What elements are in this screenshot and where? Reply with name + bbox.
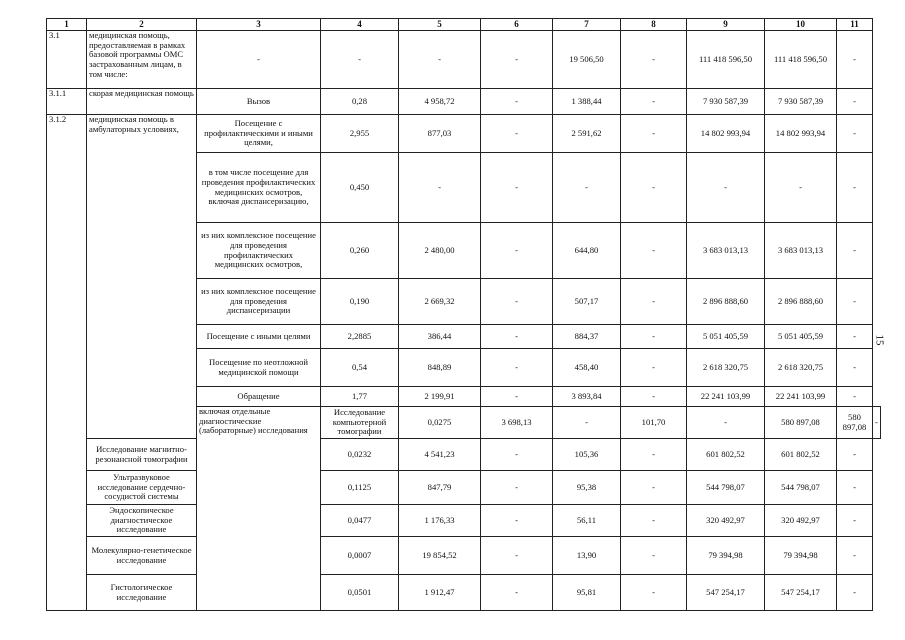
- value-cell: 0,1125: [321, 471, 399, 505]
- value-cell: -: [481, 279, 553, 325]
- table-row: [47, 575, 881, 611]
- value-cell: -: [621, 505, 687, 537]
- value-cell: 14 802 993,94: [765, 115, 837, 153]
- value-cell: 3 698,13: [481, 407, 553, 439]
- value-cell: 2 896 888,60: [687, 279, 765, 325]
- unit-cell: Исследование компьютерной томографии: [321, 407, 399, 439]
- value-cell: 0,0232: [321, 439, 399, 471]
- value-cell: -: [481, 537, 553, 575]
- row-number: 3.1.2: [47, 115, 87, 611]
- value-cell: -: [481, 349, 553, 387]
- table-row: [47, 89, 881, 115]
- value-cell: 0,28: [321, 89, 399, 115]
- value-cell: 644,80: [553, 223, 621, 279]
- value-cell: 580 897,08: [765, 407, 837, 439]
- value-cell: 3 683 013,13: [687, 223, 765, 279]
- table-row: [47, 537, 881, 575]
- value-cell: 14 802 993,94: [687, 115, 765, 153]
- value-cell: 0,0477: [321, 505, 399, 537]
- value-cell: 101,70: [621, 407, 687, 439]
- value-cell: -: [621, 153, 687, 223]
- unit-cell: Гистологическое исследование: [87, 575, 197, 611]
- value-cell: -: [621, 349, 687, 387]
- table-row: [47, 439, 881, 471]
- value-cell: -: [837, 325, 873, 349]
- value-cell: 2,955: [321, 115, 399, 153]
- value-cell: 601 802,52: [765, 439, 837, 471]
- value-cell: -: [837, 279, 873, 325]
- value-cell: 4 541,23: [399, 439, 481, 471]
- unit-cell: Эндоскопическое диагностическое исследование: [87, 505, 197, 537]
- value-cell: 1 388,44: [553, 89, 621, 115]
- value-cell: -: [481, 115, 553, 153]
- value-cell: -: [399, 153, 481, 223]
- data-table: [46, 18, 881, 611]
- value-cell: -: [687, 153, 765, 223]
- value-cell: 5 051 405,59: [765, 325, 837, 349]
- table-row: [47, 505, 881, 537]
- value-cell: 56,11: [553, 505, 621, 537]
- value-cell: 547 254,17: [687, 575, 765, 611]
- value-cell: 2 480,00: [399, 223, 481, 279]
- value-cell: -: [837, 575, 873, 611]
- value-cell: 1,77: [321, 387, 399, 407]
- value-cell: 22 241 103,99: [765, 387, 837, 407]
- value-cell: 3 893,84: [553, 387, 621, 407]
- value-cell: -: [321, 31, 399, 89]
- value-cell: -: [621, 575, 687, 611]
- value-cell: 847,79: [399, 471, 481, 505]
- row-number: 3.1: [47, 31, 87, 89]
- value-cell: 386,44: [399, 325, 481, 349]
- value-cell: 544 798,07: [765, 471, 837, 505]
- row-number: 3.1.1: [47, 89, 87, 115]
- value-cell: 2,2885: [321, 325, 399, 349]
- unit-cell: Посещение по неотложной медицинской помощи: [197, 349, 321, 387]
- value-cell: -: [553, 407, 621, 439]
- header-cell: 5: [399, 19, 481, 31]
- value-cell: -: [621, 279, 687, 325]
- value-cell: 0,190: [321, 279, 399, 325]
- value-cell: -: [481, 153, 553, 223]
- value-cell: 601 802,52: [687, 439, 765, 471]
- unit-cell: Обращение: [197, 387, 321, 407]
- value-cell: -: [481, 223, 553, 279]
- value-cell: 95,38: [553, 471, 621, 505]
- value-cell: -: [837, 471, 873, 505]
- unit-cell: Молекулярно-генетическое исследование: [87, 537, 197, 575]
- unit-cell: Ультразвуковое исследование сердечно-сосудистой системы: [87, 471, 197, 505]
- value-cell: -: [837, 387, 873, 407]
- value-cell: -: [837, 439, 873, 471]
- value-cell: -: [837, 223, 873, 279]
- row-description: медицинская помощь в амбулаторных условиях,: [87, 115, 197, 439]
- value-cell: 848,89: [399, 349, 481, 387]
- value-cell: 19 854,52: [399, 537, 481, 575]
- header-cell: 10: [765, 19, 837, 31]
- value-cell: 0,54: [321, 349, 399, 387]
- value-cell: -: [481, 89, 553, 115]
- value-cell: -: [765, 153, 837, 223]
- value-cell: -: [481, 31, 553, 89]
- value-cell: -: [621, 325, 687, 349]
- value-cell: -: [621, 31, 687, 89]
- value-cell: -: [399, 31, 481, 89]
- header-cell: 9: [687, 19, 765, 31]
- value-cell: 544 798,07: [687, 471, 765, 505]
- table-row: [47, 471, 881, 505]
- value-cell: 458,40: [553, 349, 621, 387]
- value-cell: -: [621, 115, 687, 153]
- value-cell: -: [837, 31, 873, 89]
- value-cell: 507,17: [553, 279, 621, 325]
- value-cell: 2 896 888,60: [765, 279, 837, 325]
- value-cell: 7 930 587,39: [765, 89, 837, 115]
- value-cell: -: [621, 439, 687, 471]
- value-cell: -: [481, 575, 553, 611]
- value-cell: 0,0007: [321, 537, 399, 575]
- header-cell: 3: [197, 19, 321, 31]
- unit-cell: Вызов: [197, 89, 321, 115]
- value-cell: -: [481, 471, 553, 505]
- value-cell: -: [621, 89, 687, 115]
- value-cell: -: [481, 387, 553, 407]
- value-cell: -: [621, 387, 687, 407]
- value-cell: 22 241 103,99: [687, 387, 765, 407]
- value-cell: 111 418 596,50: [687, 31, 765, 89]
- table-row: [47, 115, 881, 153]
- row-description: включая отдельные диагностические (лабораторные) исследования: [197, 407, 321, 611]
- page-number: 15: [873, 334, 886, 346]
- value-cell: 877,03: [399, 115, 481, 153]
- value-cell: 111 418 596,50: [765, 31, 837, 89]
- value-cell: 79 394,98: [765, 537, 837, 575]
- value-cell: 79 394,98: [687, 537, 765, 575]
- value-cell: -: [837, 89, 873, 115]
- value-cell: 0,450: [321, 153, 399, 223]
- unit-cell: Посещение с профилактическими и иными целями,: [197, 115, 321, 153]
- value-cell: 580 897,08: [837, 407, 873, 439]
- value-cell: 95,81: [553, 575, 621, 611]
- unit-cell: Исследование магнитно-резонансной томографии: [87, 439, 197, 471]
- value-cell: 320 492,97: [687, 505, 765, 537]
- value-cell: -: [553, 153, 621, 223]
- value-cell: 2 618 320,75: [765, 349, 837, 387]
- value-cell: -: [621, 223, 687, 279]
- value-cell: 1 176,33: [399, 505, 481, 537]
- row-description: медицинская помощь, предоставляемая в рамках базовой программы ОМС застрахованным лицам, в том числе:: [87, 31, 197, 89]
- value-cell: -: [481, 439, 553, 471]
- table-row: [47, 31, 881, 89]
- value-cell: 320 492,97: [765, 505, 837, 537]
- value-cell: 5 051 405,59: [687, 325, 765, 349]
- value-cell: -: [621, 471, 687, 505]
- value-cell: 2 618 320,75: [687, 349, 765, 387]
- header-row: [47, 19, 881, 31]
- header-cell: 7: [553, 19, 621, 31]
- value-cell: -: [837, 505, 873, 537]
- value-cell: 19 506,50: [553, 31, 621, 89]
- header-cell: 11: [837, 19, 873, 31]
- header-cell: 2: [87, 19, 197, 31]
- unit-cell: в том числе посещение для проведения профилактических медицинских осмотров, включая диспансеризацию,: [197, 153, 321, 223]
- value-cell: 0,0275: [399, 407, 481, 439]
- unit-cell: из них комплексное посещение для проведения диспансеризации: [197, 279, 321, 325]
- value-cell: -: [837, 153, 873, 223]
- header-cell: 8: [621, 19, 687, 31]
- header-cell: 6: [481, 19, 553, 31]
- value-cell: 13,90: [553, 537, 621, 575]
- value-cell: 7 930 587,39: [687, 89, 765, 115]
- value-cell: 0,260: [321, 223, 399, 279]
- value-cell: 2 591,62: [553, 115, 621, 153]
- unit-cell: из них комплексное посещение для проведения профилактических медицинских осмотров,: [197, 223, 321, 279]
- value-cell: -: [873, 407, 881, 439]
- header-cell: 1: [47, 19, 87, 31]
- value-cell: 0,0501: [321, 575, 399, 611]
- value-cell: 1 912,47: [399, 575, 481, 611]
- value-cell: 2 199,91: [399, 387, 481, 407]
- value-cell: -: [481, 505, 553, 537]
- header-cell: 4: [321, 19, 399, 31]
- value-cell: 547 254,17: [765, 575, 837, 611]
- value-cell: 105,36: [553, 439, 621, 471]
- unit-cell: Посещение с иными целями: [197, 325, 321, 349]
- value-cell: 2 669,32: [399, 279, 481, 325]
- value-cell: -: [837, 349, 873, 387]
- value-cell: 884,37: [553, 325, 621, 349]
- value-cell: -: [621, 537, 687, 575]
- value-cell: 4 958,72: [399, 89, 481, 115]
- row-description: скорая медицинская помощь: [87, 89, 197, 115]
- value-cell: -: [837, 537, 873, 575]
- value-cell: -: [837, 115, 873, 153]
- value-cell: -: [687, 407, 765, 439]
- unit-cell: -: [197, 31, 321, 89]
- value-cell: -: [481, 325, 553, 349]
- value-cell: 3 683 013,13: [765, 223, 837, 279]
